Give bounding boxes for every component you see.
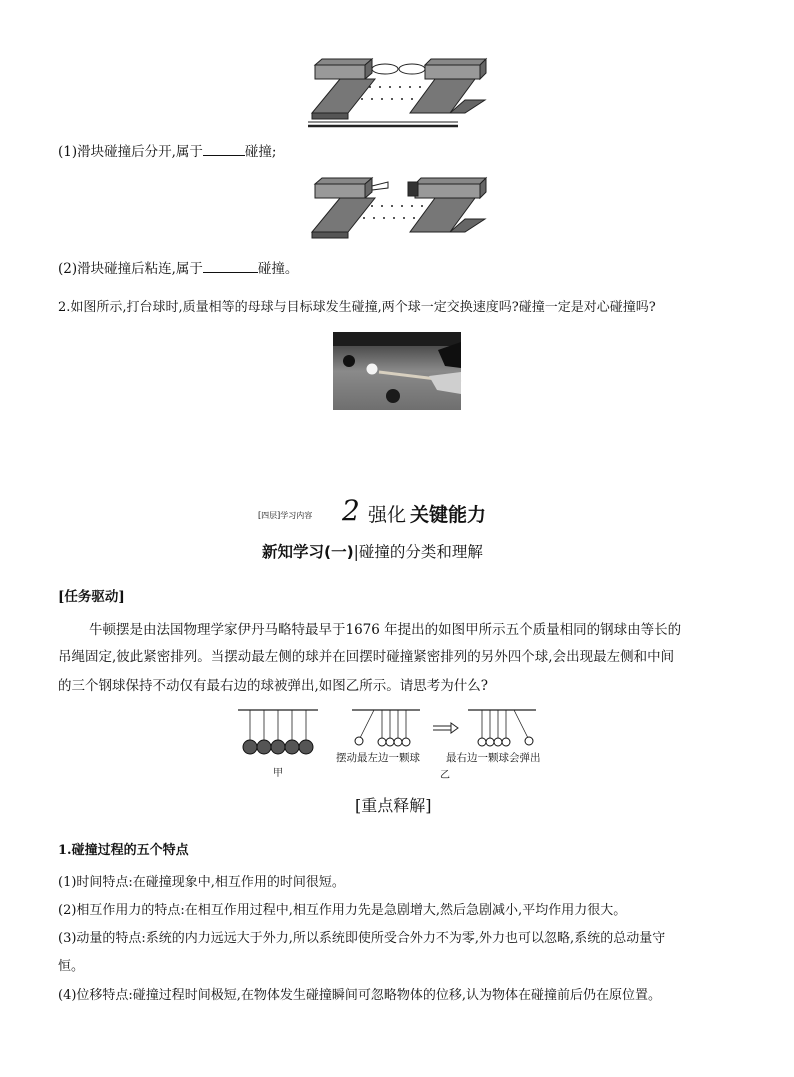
label-jia: 甲 bbox=[273, 768, 283, 779]
q1-part1 bbox=[58, 141, 276, 162]
caption-right: 最右边一颗球会弹出 bbox=[446, 752, 541, 764]
section-title-light: 强化 bbox=[368, 504, 407, 526]
q1-part2 bbox=[58, 258, 298, 279]
task-para-line1: 牛顿摆是由法国物理学家伊丹马略特最早于1676 年提出的如图甲所示五个质量相同的钢球由等长的 bbox=[89, 622, 682, 638]
subsection-title-rest: |碰撞的分类和理解 bbox=[353, 543, 483, 561]
key-point-line: (1)时间特点:在碰撞现象中,相互作用的时间很短。 bbox=[58, 875, 345, 890]
subsection-title-bold: 新知学习(一) bbox=[262, 543, 354, 561]
q1-part1-prefix: (1)滑块碰撞后分开,属于 bbox=[58, 144, 203, 160]
newton-cradle-yi-right bbox=[468, 708, 538, 750]
cue-ball bbox=[367, 364, 378, 375]
section-heading bbox=[258, 496, 518, 526]
slider-separate-figure bbox=[300, 55, 495, 130]
q2-text: 2.如图所示,打台球时,质量相等的母球与目标球发生碰撞,两个球一定交换速度吗?碰撞一定是对心碰撞吗? bbox=[58, 300, 656, 315]
newton-cradle-jia bbox=[238, 708, 320, 756]
dark-ball bbox=[386, 389, 400, 403]
billiards-photo bbox=[333, 332, 461, 410]
target-ball bbox=[343, 355, 355, 367]
label-yi: 乙 bbox=[440, 770, 450, 781]
q1-part2-prefix: (2)滑块碰撞后粘连,属于 bbox=[58, 261, 203, 277]
right-arrow-icon bbox=[433, 722, 459, 734]
section-tag: [四层]学习内容 bbox=[258, 511, 313, 520]
caption-left: 摆动最左边一颗球 bbox=[336, 752, 420, 764]
subsection-title bbox=[262, 540, 483, 562]
key-point-line: (3)动量的特点:系统的内力远远大于外力,所以系统即使所受合外力不为零,外力也可以忽略,系统的总动量守 bbox=[58, 931, 666, 946]
key-point-1-title: 1.碰撞过程的五个特点 bbox=[58, 843, 189, 858]
q1-part1-suffix: 碰撞; bbox=[244, 144, 277, 160]
answer-blank-1[interactable] bbox=[203, 141, 245, 156]
q1-part2-suffix: 碰撞。 bbox=[257, 261, 299, 277]
key-points-heading: [重点释解] bbox=[355, 796, 432, 815]
answer-blank-2[interactable] bbox=[203, 258, 258, 273]
newton-cradle-yi-left bbox=[352, 708, 422, 750]
section-number: 2 bbox=[342, 494, 360, 527]
slider-stick-figure bbox=[300, 170, 495, 245]
task-para-line3: 的三个钢球保持不动仅有最右边的球被弹出,如图乙所示。请思考为什么? bbox=[58, 678, 489, 694]
key-point-line: 恒。 bbox=[58, 959, 85, 974]
task-label: [任务驱动] bbox=[58, 589, 125, 605]
key-point-line: (4)位移特点:碰撞过程时间极短,在物体发生碰撞瞬间可忽略物体的位移,认为物体在碰撞前后仍在原位置。 bbox=[58, 988, 662, 1003]
section-title-bold: 关键能力 bbox=[410, 504, 487, 526]
task-para-line2: 吊绳固定,彼此紧密排列。当摆动最左侧的球并在回摆时碰撞紧密排列的另外四个球,会出现最左侧和中间 bbox=[58, 649, 675, 665]
key-point-line: (2)相互作用力的特点:在相互作用过程中,相互作用力先是急剧增大,然后急剧减小,平均作用力很大。 bbox=[58, 903, 627, 918]
